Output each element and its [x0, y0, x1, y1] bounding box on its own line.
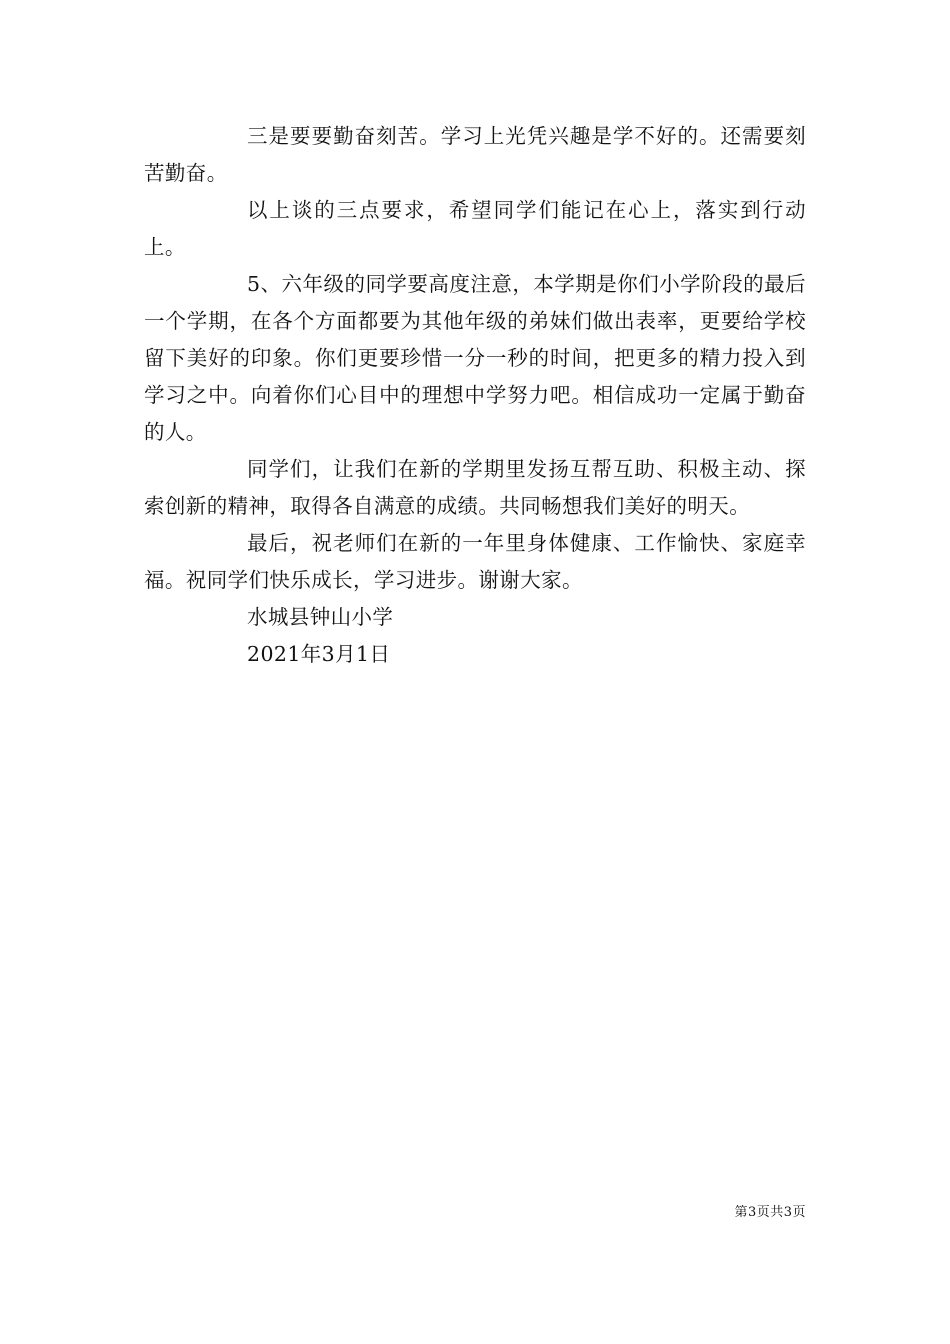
paragraph-three-requirements: 以上谈的三点要求，希望同学们能记在心上，落实到行动上。	[144, 198, 806, 259]
signature-date: 2021年3月1日	[247, 642, 391, 666]
paragraph-closing-wishes: 最后，祝老师们在新的一年里身体健康、工作愉快、家庭幸福。祝同学们快乐成长，学习进步。谢谢大家。	[144, 531, 806, 592]
page-number-footer: 第3页共3页	[734, 1205, 806, 1220]
paragraph-diligence: 三是要要勤奋刻苦。学习上光凭兴趣是学不好的。还需要刻苦勤奋。	[144, 124, 806, 185]
paragraph-sixth-grade: 5、六年级的同学要高度注意，本学期是你们小学阶段的最后一个学期，在各个方面都要为其他年级的弟妹们做出表率，更要给学校留下美好的印象。你们更要珍惜一分一秒的时间，把更多的精力投入到学习之中。向着你们心目中的理想中学努力吧。相信成功一定属于勤奋的人。	[144, 272, 806, 444]
signature-school: 水城县钟山小学	[247, 605, 394, 629]
paragraph-new-semester: 同学们，让我们在新的学期里发扬互帮互助、积极主动、探索创新的精神，取得各自满意的成绩。共同畅想我们美好的明天。	[144, 457, 806, 518]
document-body	[144, 118, 806, 673]
